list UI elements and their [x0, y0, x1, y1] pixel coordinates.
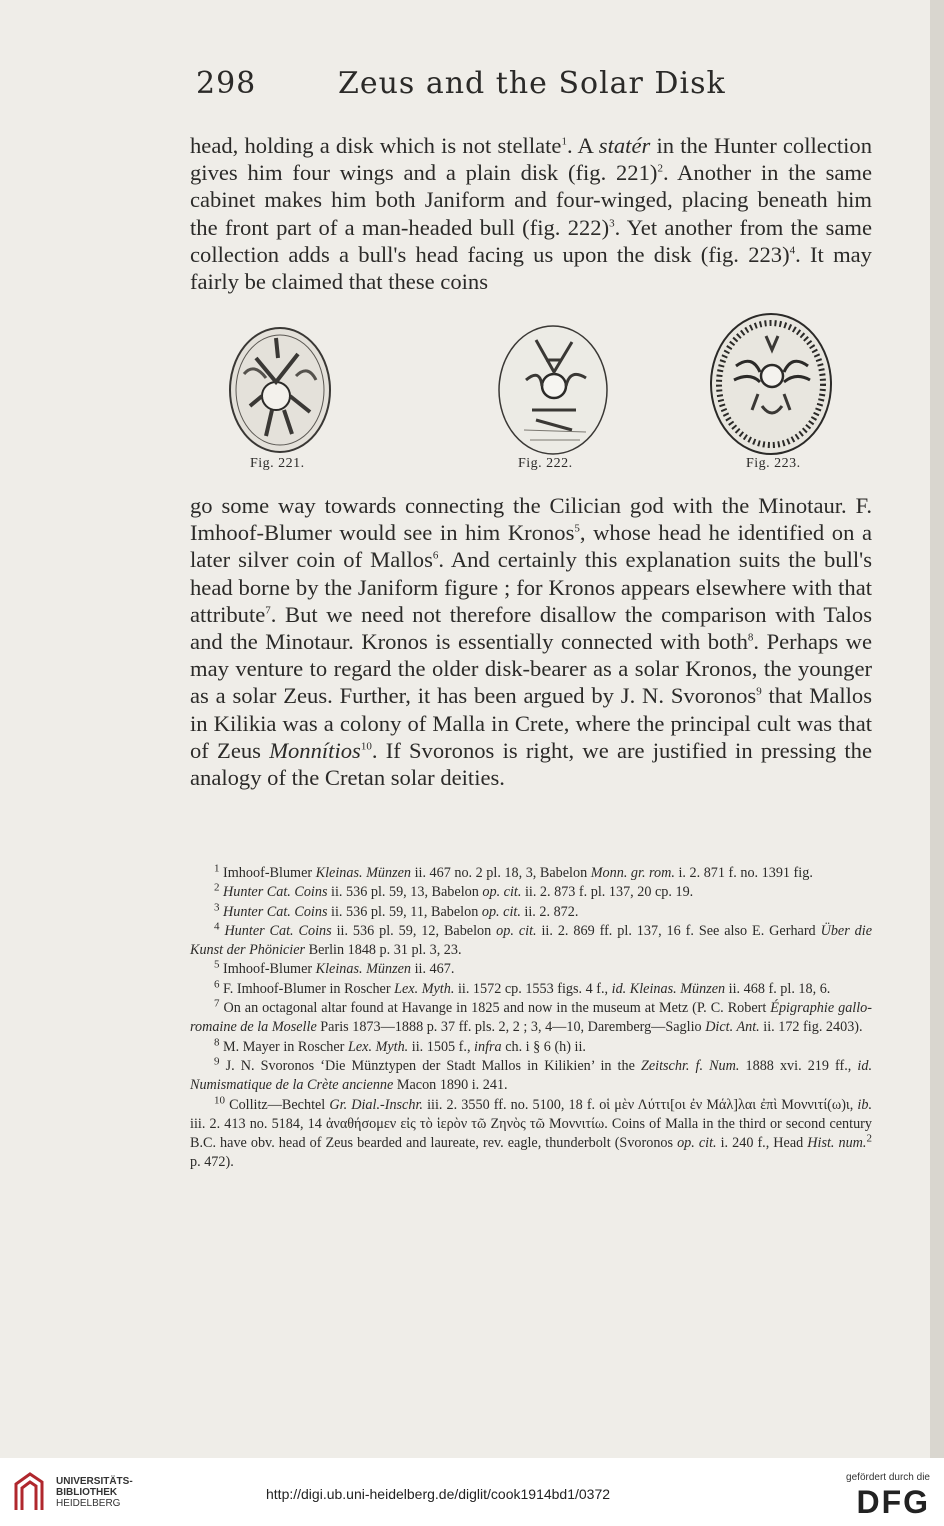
footnote-10: $^{10}$ Collitz—Bechtel Gr. Dial.-Inschr. iii. 2. 3550 ff. no. 5100, 18 f. οἱ μὲν Λύττι[οι ἐν Μάλ]λαι ἐπὶ Μοννιτί(ω)ι, ib. iii. 2. 413 no. 5184, 14 ἀναθήσομεν εἰς τὸ ἱερὸν τῶ Ζηνὸς τῶ Μοννιτίω. Coins of Malla in the third or second century B.C. have obv. head of Zeus bearded and laureate, rev. eagle, thunderbolt (Svoronos op. cit. i. 240 f., Head Hist. num.$^2$ p. 472).: [190, 1093, 872, 1171]
library-logo-icon: [12, 1472, 46, 1512]
footnote-9: $^9$ J. N. Svoronos ‘Die Münztypen der Stadt Mallos in Kilikien’ in the Zeitschr. f. Num. 1888 xvi. 219 ff., id. Numismatique de la Crète ancienne Macon 1890 i. 241.: [190, 1055, 872, 1094]
figure-221: [226, 318, 334, 454]
footnote-6: $^6$ F. Imhoof-Blumer in Roscher Lex. Myth. ii. 1572 cp. 1553 figs. 4 f., id. Kleinas. Münzen ii. 468 f. pl. 18, 6.: [214, 978, 831, 997]
footnote-5: $^5$ Imhoof-Blumer Kleinas. Münzen ii. 467.: [214, 958, 455, 978]
paragraph-2: go some way towards connecting the Cilician god with the Minotaur. F. Imhoof-Blumer would see in him Kronos$^5$, whose head he identified on a later silver coin of Mallos$^6$. And certainly this explanation suits the bull's head borne by the Janiform figure ; for Kronos appears elsewhere with that attribute$^7$. But we need not therefore disallow the comparison with Talos and the Minotaur. Kronos is essentially connected with both$^8$. Perhaps we may venture to regard the older disk-bearer as a solar Kronos, the younger as a solar Zeus. Further, it has been argued by J. N. Svoronos$^9$ that Mallos in Kilikia was a colony of Malla in Crete, where the principal cult was that of Zeus Monnítios$^{10}$. If Svoronos is right, we are justified in pressing the analogy of the Cretan solar deities.: [190, 493, 873, 791]
library-name: UNIVERSITÄTS- BIBLIOTHEK HEIDELBERG: [56, 1476, 133, 1509]
footnote-4: $^4$ Hunter Cat. Coins ii. 536 pl. 59, 12, Babelon op. cit. ii. 2. 869 ff. pl. 137, 16 f. See also E. Gerhard Über die Kunst der Phönicier Berlin 1848 p. 31 pl. 3, 23.: [190, 920, 872, 959]
footnote-1: $^1$ Imhoof-Blumer Kleinas. Münzen ii. 467 no. 2 pl. 18, 3, Babelon Monn. gr. rom. i. 2. 871 f. no. 1391 fig.: [214, 862, 813, 881]
figure-223: [706, 310, 836, 456]
figure-221-caption: Fig. 221.: [250, 456, 305, 471]
coin-icon: [496, 320, 610, 456]
footnote-3: $^3$ Hunter Cat. Coins ii. 536 pl. 59, 11, Babelon op. cit. ii. 2. 872.: [214, 900, 579, 920]
figure-222: [496, 320, 610, 456]
coin-icon: [706, 310, 836, 456]
funding-note: gefördert durch die: [846, 1472, 930, 1483]
digitization-footer: [0, 1458, 944, 1526]
figure-222-caption: Fig. 222.: [518, 456, 573, 471]
footnotes: [190, 864, 872, 1173]
page-title: Zeus and the Solar Disk: [338, 66, 726, 101]
source-url-link[interactable]: http://digi.ub.uni-heidelberg.de/diglit/cook1914bd1/0372: [266, 1486, 611, 1502]
dfg-logo: DFG: [856, 1484, 930, 1520]
footnote-2: $^2$ Hunter Cat. Coins ii. 536 pl. 59, 13, Babelon op. cit. ii. 2. 873 f. pl. 137, 20 cp. 19.: [214, 881, 694, 901]
footnote-7: $^7$ On an octagonal altar found at Havange in 1825 and now in the museum at Metz (P. C. Robert Épigraphie gallo-romaine de la Moselle Paris 1873—1888 p. 37 ff. pls. 2, 2 ; 3, 4—10, Daremberg—Saglio Dict. Ant. ii. 172 fig. 2403).: [190, 997, 873, 1036]
coin-icon: [226, 318, 334, 454]
footnote-8: $^8$ M. Mayer in Roscher Lex. Myth. ii. 1505 f., infra ch. i § 6 (h) ii.: [214, 1035, 586, 1055]
page-number: 298: [196, 66, 257, 101]
paragraph-1: head, holding a disk which is not stellate$^1$. A statér in the Hunter collection gives him four wings and a plain disk (fig. 221)$^2$. Another in the same cabinet makes him both Janiform and four-winged, placing beneath him the front part of a man-headed bull (fig. 222)$^3$. Yet another from the same collection adds a bull's head facing us upon the disk (fig. 223)$^4$. It may fairly be claimed that these coins: [190, 133, 873, 295]
page-edge: [930, 0, 944, 1526]
figure-223-caption: Fig. 223.: [746, 456, 801, 471]
